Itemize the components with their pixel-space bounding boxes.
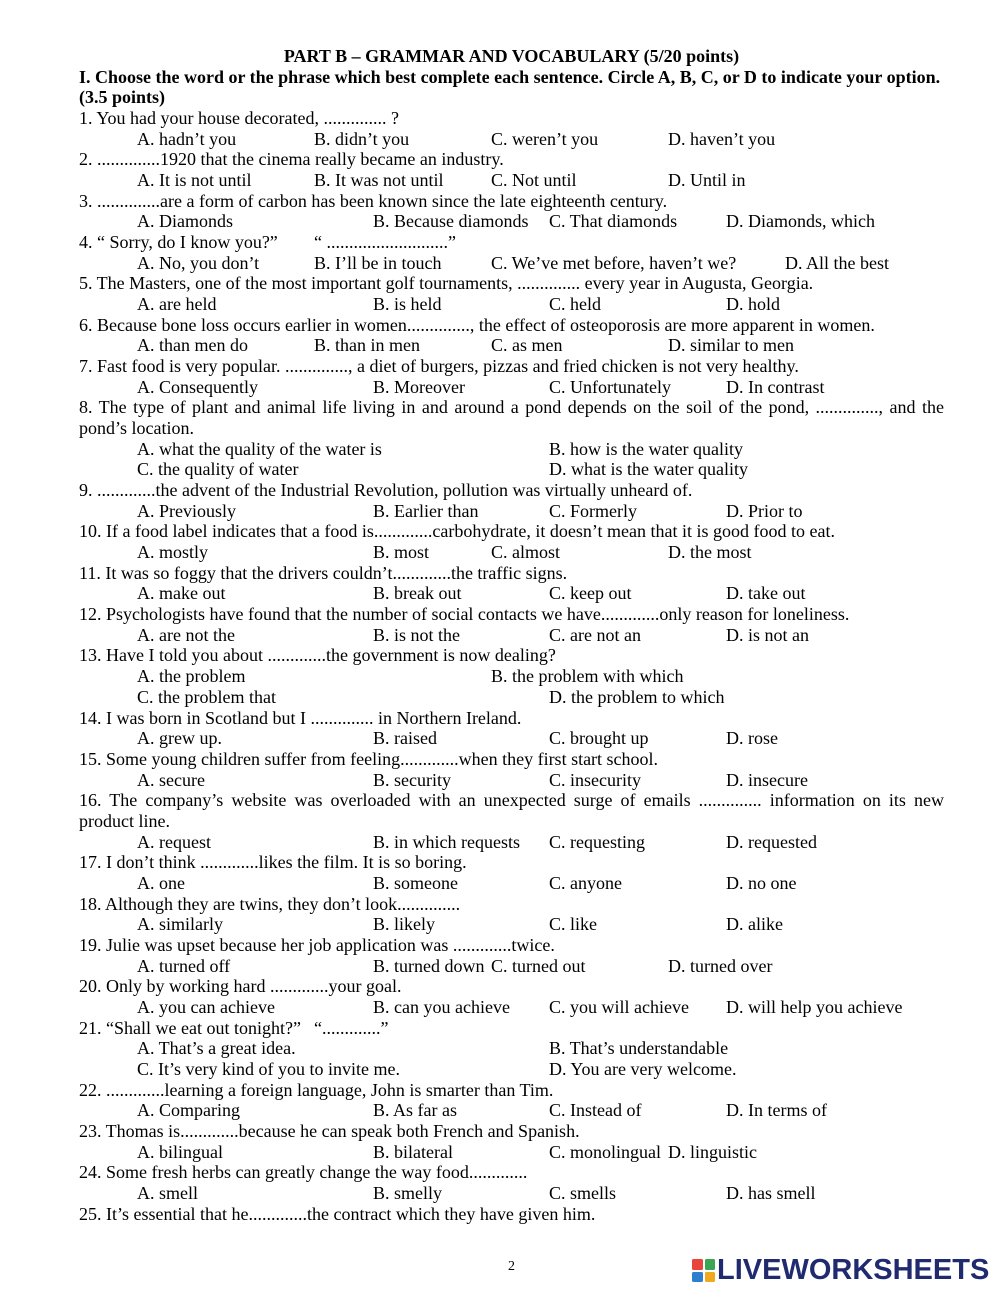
- question-24-options: [0, 1183, 1000, 1204]
- option-d[interactable]: D. alike: [726, 914, 783, 935]
- option-d[interactable]: D. In contrast: [726, 376, 825, 397]
- question-22: [0, 1080, 1000, 1101]
- page-number: 2: [508, 1259, 515, 1274]
- question-stem: 2. ..............1920 that the cinema really became an industry.: [79, 149, 504, 170]
- option-a[interactable]: A. grew up.: [137, 728, 222, 749]
- option-a[interactable]: A. make out: [137, 583, 226, 604]
- option-d[interactable]: D. similar to men: [668, 335, 794, 356]
- question-stem: 5. The Masters, one of the most important golf tournaments, .............. every year in Augusta, Georgia.: [79, 273, 814, 294]
- question-9-options: [0, 501, 1000, 522]
- question-23: [0, 1121, 1000, 1142]
- question-23-options: [0, 1142, 1000, 1163]
- question-16-options: [0, 832, 1000, 853]
- option-a[interactable]: A. Previously: [137, 500, 236, 521]
- option-c[interactable]: C. requesting: [549, 831, 645, 852]
- question-21: [0, 1018, 1000, 1039]
- option-b[interactable]: B. is held: [373, 294, 442, 315]
- question-stem: 15. Some young children suffer from feeling.............when they first start school.: [79, 748, 659, 769]
- question-4-options: [0, 253, 1000, 274]
- option-b[interactable]: B. break out: [373, 583, 462, 604]
- option-d[interactable]: D. requested: [726, 831, 817, 852]
- option-a[interactable]: A. you can achieve: [137, 996, 275, 1017]
- option-d[interactable]: D. rose: [726, 728, 778, 749]
- option-c[interactable]: C. the problem that: [137, 686, 276, 707]
- logo-tile: [692, 1272, 703, 1283]
- question-reply-blank: “.............”: [314, 1017, 389, 1038]
- option-d[interactable]: D. You are very welcome.: [549, 1058, 737, 1079]
- option-a[interactable]: A. turned off: [137, 955, 231, 976]
- option-d[interactable]: D. the problem to which: [549, 686, 725, 707]
- option-d[interactable]: D. turned over: [668, 955, 773, 976]
- question-stem: 23. Thomas is.............because he can speak both French and Spanish.: [79, 1120, 580, 1141]
- option-d[interactable]: D. Until in: [668, 170, 746, 191]
- question-17-options: [0, 873, 1000, 894]
- liveworksheets-logo-icon: [692, 1259, 715, 1282]
- question-stem-line-1: 8. The type of plant and animal life living in and around a pond depends on the soil of the pond, .............., and the: [79, 397, 944, 418]
- option-a[interactable]: A. secure: [137, 769, 205, 790]
- question-16: [0, 790, 1000, 811]
- option-a[interactable]: A. similarly: [137, 914, 223, 935]
- question-12: [0, 604, 1000, 625]
- question-stem: 14. I was born in Scotland but I .............. in Northern Ireland.: [79, 707, 522, 728]
- question-8-options-ab: [0, 439, 1000, 460]
- option-b[interactable]: B. likely: [373, 914, 435, 935]
- question-9: [0, 480, 1000, 501]
- option-a[interactable]: A. one: [137, 872, 185, 893]
- question-12-options: [0, 625, 1000, 646]
- question-reply-blank: “ ...........................”: [314, 232, 456, 253]
- option-c[interactable]: C. monolingual: [549, 1141, 661, 1162]
- option-c[interactable]: C. like: [549, 914, 597, 935]
- option-d[interactable]: D. haven’t you: [668, 128, 776, 149]
- question-13-options-cd: [0, 687, 1000, 708]
- option-d[interactable]: D. has smell: [726, 1182, 816, 1203]
- option-d[interactable]: D. no one: [726, 872, 797, 893]
- option-c[interactable]: C. held: [549, 294, 601, 315]
- option-a[interactable]: A. No, you don’t: [137, 252, 260, 273]
- points-line: [0, 87, 1000, 108]
- option-b[interactable]: B. how is the water quality: [549, 438, 743, 459]
- option-b[interactable]: B. smelly: [373, 1182, 443, 1203]
- page-title: PART B – GRAMMAR AND VOCABULARY (5/20 points): [283, 46, 740, 66]
- question-stem-line-2: product line.: [79, 810, 170, 831]
- question-21-options-ab: [0, 1038, 1000, 1059]
- points-label: (3.5 points): [79, 87, 166, 108]
- option-c[interactable]: C. smells: [549, 1182, 617, 1203]
- question-14-options: [0, 728, 1000, 749]
- option-b[interactable]: B. turned down: [373, 955, 485, 976]
- worksheet: [0, 46, 1000, 1224]
- question-6: [0, 315, 1000, 336]
- question-stem-line-1: 16. The company’s website was overloaded with an unexpected surge of emails .............. information on its new: [79, 790, 944, 811]
- option-a[interactable]: A. Comparing: [137, 1100, 240, 1121]
- header-title-line: [0, 46, 1000, 67]
- question-18-options: [0, 914, 1000, 935]
- question-21-options-cd: [0, 1059, 1000, 1080]
- question-13-options-ab: [0, 666, 1000, 687]
- option-d[interactable]: D. will help you achieve: [726, 996, 903, 1017]
- question-5-options: [0, 294, 1000, 315]
- option-d[interactable]: D. linguistic: [668, 1141, 757, 1162]
- option-d[interactable]: D. All the best: [785, 252, 889, 273]
- option-b[interactable]: B. Earlier than: [373, 500, 479, 521]
- question-14: [0, 708, 1000, 729]
- logo-text: LIVEWORKSHEETS: [717, 1254, 990, 1286]
- option-c[interactable]: C. keep out: [549, 583, 632, 604]
- option-c[interactable]: C. are not an: [549, 624, 641, 645]
- option-b[interactable]: B. raised: [373, 728, 437, 749]
- option-d[interactable]: D. what is the water quality: [549, 459, 748, 480]
- option-a[interactable]: A. are held: [137, 294, 217, 315]
- question-8-options-cd: [0, 459, 1000, 480]
- question-stem: 17. I don’t think .............likes the film. It is so boring.: [79, 852, 467, 873]
- question-5: [0, 273, 1000, 294]
- option-b[interactable]: B. someone: [373, 872, 458, 893]
- option-d[interactable]: D. Prior to: [726, 500, 803, 521]
- question-10: [0, 521, 1000, 542]
- question-3: [0, 191, 1000, 212]
- option-c[interactable]: C. Formerly: [549, 500, 637, 521]
- option-a[interactable]: A. mostly: [137, 542, 209, 563]
- option-c[interactable]: C. insecurity: [549, 769, 641, 790]
- question-7-options: [0, 377, 1000, 398]
- option-d[interactable]: D. insecure: [726, 769, 808, 790]
- question-4: [0, 232, 1000, 253]
- logo-tile: [692, 1259, 703, 1270]
- option-a[interactable]: A. It is not until: [137, 170, 252, 191]
- option-a[interactable]: A. That’s a great idea.: [137, 1038, 296, 1059]
- option-b[interactable]: B. than in men: [314, 335, 420, 356]
- option-a[interactable]: A. Diamonds: [137, 211, 233, 232]
- question-18: [0, 894, 1000, 915]
- question-2-options: [0, 170, 1000, 191]
- question-stem: 6. Because bone loss occurs earlier in women.............., the effect of osteoporosis are more apparent in women.: [79, 314, 875, 335]
- option-d[interactable]: D. the most: [668, 542, 752, 563]
- option-b[interactable]: B. As far as: [373, 1100, 457, 1121]
- option-c[interactable]: C. Not until: [491, 170, 577, 191]
- question-10-options: [0, 542, 1000, 563]
- option-a[interactable]: A. Consequently: [137, 376, 258, 397]
- question-13: [0, 645, 1000, 666]
- question-stem: 24. Some fresh herbs can greatly change the way food.............: [79, 1162, 528, 1183]
- option-b[interactable]: B. didn’t you: [314, 128, 410, 149]
- question-1: [0, 108, 1000, 129]
- option-c[interactable]: C. turned out: [491, 955, 586, 976]
- instructions: I. Choose the word or the phrase which best complete each sentence. Circle A, B, C, or D to indicate your option.: [79, 66, 941, 87]
- question-25: [0, 1204, 1000, 1225]
- instruction-line: [0, 67, 1000, 88]
- question-15-options: [0, 770, 1000, 791]
- question-22-options: [0, 1100, 1000, 1121]
- question-stem: 25. It’s essential that he.............the contract which they have given him.: [79, 1203, 596, 1224]
- question-stem: 21. “Shall we eat out tonight?”: [79, 1017, 301, 1038]
- option-a[interactable]: A. the problem: [137, 666, 246, 687]
- question-11-options: [0, 583, 1000, 604]
- question-stem: 11. It was so foggy that the drivers couldn’t.............the traffic signs.: [79, 562, 568, 583]
- question-stem: 4. “ Sorry, do I know you?”: [79, 232, 278, 253]
- question-6-options: [0, 335, 1000, 356]
- question-15: [0, 749, 1000, 770]
- option-b[interactable]: B. is not the: [373, 624, 461, 645]
- question-3-options: [0, 211, 1000, 232]
- question-24: [0, 1162, 1000, 1183]
- question-stem: 10. If a food label indicates that a food is.............carbohydrate, it doesn’t mean that it is good food to eat.: [79, 521, 835, 542]
- option-b[interactable]: B. most: [373, 542, 430, 563]
- option-a[interactable]: A. than men do: [137, 335, 248, 356]
- question-stem: 20. Only by working hard .............your goal.: [79, 976, 402, 997]
- question-stem: 12. Psychologists have found that the number of social contacts we have.............only reason for loneliness.: [79, 604, 850, 625]
- question-20-options: [0, 997, 1000, 1018]
- question-19-options: [0, 956, 1000, 977]
- option-d[interactable]: D. hold: [726, 294, 780, 315]
- option-c[interactable]: C. as men: [491, 335, 563, 356]
- question-stem: 22. .............learning a foreign language, John is smarter than Tim.: [79, 1079, 554, 1100]
- question-stem: 13. Have I told you about .............the government is now dealing?: [79, 645, 556, 666]
- option-d[interactable]: D. is not an: [726, 624, 809, 645]
- question-stem: 7. Fast food is very popular. .............., a diet of burgers, pizzas and fried chicken is not very healthy.: [79, 356, 799, 377]
- option-a[interactable]: A. request: [137, 831, 211, 852]
- question-1-options: [0, 129, 1000, 150]
- option-b[interactable]: B. security: [373, 769, 451, 790]
- option-c[interactable]: C. the quality of water: [137, 459, 299, 480]
- option-c[interactable]: C. It’s very kind of you to invite me.: [137, 1058, 400, 1079]
- option-b[interactable]: B. bilateral: [373, 1141, 453, 1162]
- option-c[interactable]: C. almost: [491, 542, 561, 563]
- question-stem: 19. Julie was upset because her job application was .............twice.: [79, 934, 555, 955]
- option-b[interactable]: B. That’s understandable: [549, 1038, 729, 1059]
- question-16-continued: [0, 811, 1000, 832]
- option-b[interactable]: B. the problem with which: [491, 666, 684, 687]
- option-b[interactable]: B. Moreover: [373, 376, 465, 397]
- option-a[interactable]: A. are not the: [137, 624, 235, 645]
- option-c[interactable]: C. you will achieve: [549, 996, 689, 1017]
- question-17: [0, 852, 1000, 873]
- option-b[interactable]: B. Because diamonds: [373, 211, 529, 232]
- question-stem-line-2: pond’s location.: [79, 418, 194, 439]
- question-7: [0, 356, 1000, 377]
- option-d[interactable]: D. Diamonds, which: [726, 211, 875, 232]
- question-stem: 3. ..............are a form of carbon has been known since the late eighteenth century.: [79, 190, 668, 211]
- option-d[interactable]: D. take out: [726, 583, 806, 604]
- option-c[interactable]: C. anyone: [549, 872, 622, 893]
- option-c[interactable]: C. That diamonds: [549, 211, 678, 232]
- option-c[interactable]: C. Unfortunately: [549, 376, 671, 397]
- liveworksheets-logo-link[interactable]: [692, 1256, 992, 1284]
- question-stem: 1. You had your house decorated, .............. ?: [79, 108, 399, 129]
- option-d[interactable]: D. In terms of: [726, 1100, 827, 1121]
- option-b[interactable]: B. in which requests: [373, 831, 520, 852]
- option-c[interactable]: C. Instead of: [549, 1100, 642, 1121]
- option-c[interactable]: C. We’ve met before, haven’t we?: [491, 252, 737, 273]
- option-c[interactable]: C. weren’t you: [491, 128, 599, 149]
- question-8-continued: [0, 418, 1000, 439]
- option-b[interactable]: B. It was not until: [314, 170, 444, 191]
- question-stem: 9. .............the advent of the Industrial Revolution, pollution was virtually unheard of.: [79, 480, 693, 501]
- option-b[interactable]: B. can you achieve: [373, 996, 510, 1017]
- option-a[interactable]: A. smell: [137, 1182, 198, 1203]
- question-8: [0, 397, 1000, 418]
- question-11: [0, 563, 1000, 584]
- logo-tile: [705, 1259, 716, 1270]
- option-c[interactable]: C. brought up: [549, 728, 649, 749]
- option-a[interactable]: A. bilingual: [137, 1141, 223, 1162]
- question-stem: 18. Although they are twins, they don’t look..............: [79, 893, 461, 914]
- question-2: [0, 149, 1000, 170]
- option-b[interactable]: B. I’ll be in touch: [314, 252, 442, 273]
- question-19: [0, 935, 1000, 956]
- question-20: [0, 976, 1000, 997]
- logo-tile: [705, 1272, 716, 1283]
- option-a[interactable]: A. what the quality of the water is: [137, 438, 382, 459]
- option-a[interactable]: A. hadn’t you: [137, 128, 237, 149]
